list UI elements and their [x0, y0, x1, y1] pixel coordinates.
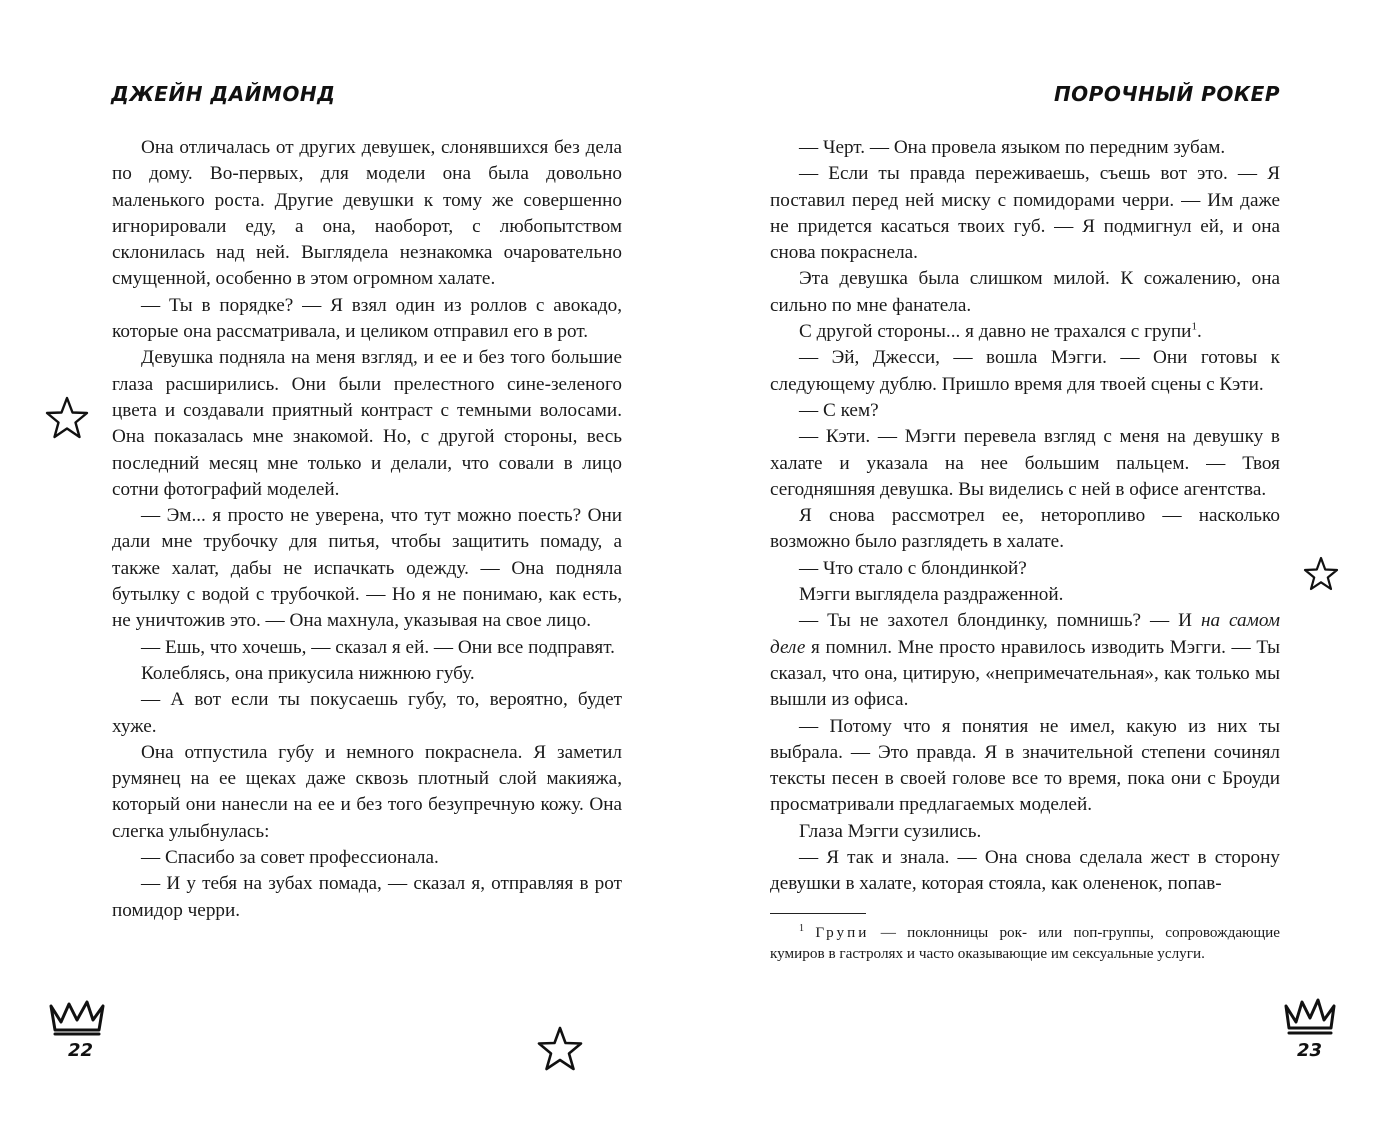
page-number: 23	[1297, 1040, 1323, 1061]
footnote-reference: 1	[1191, 320, 1197, 333]
paragraph: — Эм... я просто не уверена, что тут можно поесть? Они дали мне трубочку для питья, чтобы защитить помаду, а также халат, дабы не испачкать одежду. — Она подняла бутылку с водой с трубочкой. — Но я не понимаю, как есть, не уничтожив это. — Она махнула, указывая на свое лицо.	[112, 505, 622, 632]
paragraph: — Черт. — Она провела языком по передним зубам.	[799, 137, 1226, 158]
crown-icon	[47, 996, 107, 1038]
footnote-text: — поклонницы рок- или поп-группы, сопровождающие кумиров в гастролях и часто оказывающие им сексуальные услуги.	[770, 924, 1281, 962]
paragraph: — Спасибо за совет профессионала.	[141, 847, 439, 869]
crown-icon	[1282, 994, 1338, 1038]
paragraph: — А вот если ты покусаешь губу, то, вероятно, будет хуже.	[112, 689, 622, 737]
paragraph: Колеблясь, она прикусила нижнюю губу.	[141, 662, 475, 684]
running-head-title: ПОРОЧНЫЙ РОКЕР	[1053, 82, 1280, 106]
paragraph: — Что стало с блондинкой?	[799, 557, 1027, 579]
paragraph-text: С другой стороны... я давно не трахался с групи	[799, 321, 1192, 343]
left-page-text	[112, 135, 622, 924]
paragraph-text: — Ты не захотел блондинку, помнишь? — И	[799, 610, 1192, 632]
running-head-author: ДЖЕЙН ДАЙМОНД	[111, 82, 336, 106]
star-icon	[44, 395, 90, 441]
paragraph-text: я помнил. Мне просто нравилось изводить Мэгги. — Ты сказал, что она, цитирую, «непримечательная», как только мы вышли из офиса.	[770, 636, 1280, 711]
right-page	[696, 0, 1392, 1125]
right-page-text	[770, 135, 1280, 898]
footnote-term: Групи	[815, 924, 870, 941]
page-number: 22	[68, 1040, 94, 1061]
paragraph: — Ты в порядке? — Я взял один из роллов с авокадо, которые она рассматривала, и целиком отправил его в рот.	[112, 294, 622, 343]
paragraph: — И у тебя на зубах помада, — сказал я, отправляя в рот помидор черри.	[112, 873, 622, 921]
paragraph: Эта девушка была слишком милой. К сожалению, она сильно по мне фанатела.	[770, 268, 1280, 316]
paragraph: Девушка подняла на меня взгляд, и ее и без того большие глаза расширились. Они были прелестного сине-зеленого цвета и создавали приятный контраст с темными волосами. Она показалась мне знакомой. Но, с другой стороны, весь последний месяц мне только и делали, что совали в лицо сотни фотографий моделей.	[112, 347, 622, 500]
paragraph: Мэгги выглядела раздраженной.	[799, 584, 1064, 606]
footnote-divider	[770, 913, 866, 914]
paragraph: Она отличалась от других девушек, слонявшихся без дела по дому. Во-первых, для модели она была довольно маленького роста. Другие девушки к тому же совершенно игнорировали еду, а она, наоборот, с любопытством склонилась над ней. Выглядела незнакомка очаровательно смущенной, особенно в этом огромном халате.	[112, 137, 622, 290]
paragraph: — С кем?	[799, 399, 879, 421]
paragraph: Я снова рассмотрел ее, неторопливо — насколько возможно было разглядеть в халате.	[770, 505, 1280, 553]
emphasis: на самом деле	[770, 610, 1280, 658]
paragraph: — Ешь, что хочешь, — сказал я ей. — Они все подправят.	[141, 636, 615, 658]
footnote	[770, 923, 1280, 964]
paragraph: — Эй, Джесси, — вошла Мэгги. — Они готовы к следующему дублю. Пришло время для твоей сцены с Кэти.	[770, 347, 1280, 395]
paragraph: — Потому что я понятия не имел, какую из них ты выбрала. — Это правда. Я в значительной степени сочинял тексты песен в своей голове все то время, пока они с Броуди просматривали предлагаемых моделей.	[770, 715, 1280, 816]
paragraph: С другой стороны... я давно не трахался с групи$^1$.	[799, 320, 1202, 343]
footnote-number: 1	[799, 922, 804, 934]
star-icon	[1303, 556, 1339, 592]
paragraph: Она отпустила губу и немного покраснела. Я заметил румянец на ее щеках даже сквозь плотный слой макияжа, который они нанесли на ее и без того безупречную кожу. Она слегка улыбнулась:	[112, 741, 622, 842]
star-icon	[536, 1025, 584, 1073]
paragraph: — Я так и знала. — Она снова сделала жест в сторону девушки в халате, которая стояла, как олененок, попав-	[770, 847, 1280, 895]
paragraph: — Кэти. — Мэгги перевела взгляд с меня на девушку в халате и указала на нее большим пальцем. — Твоя сегодняшняя девушка. Вы виделись с ней в офисе агентства.	[770, 426, 1280, 500]
paragraph	[770, 608, 1280, 713]
paragraph: — Если ты правда переживаешь, съешь вот это. — Я поставил перед ней миску с помидорами черри. — Им даже не придется касаться твоих губ. — Я подмигнул ей, и она снова покраснела.	[770, 163, 1280, 264]
paragraph: Глаза Мэгги сузились.	[799, 820, 982, 842]
